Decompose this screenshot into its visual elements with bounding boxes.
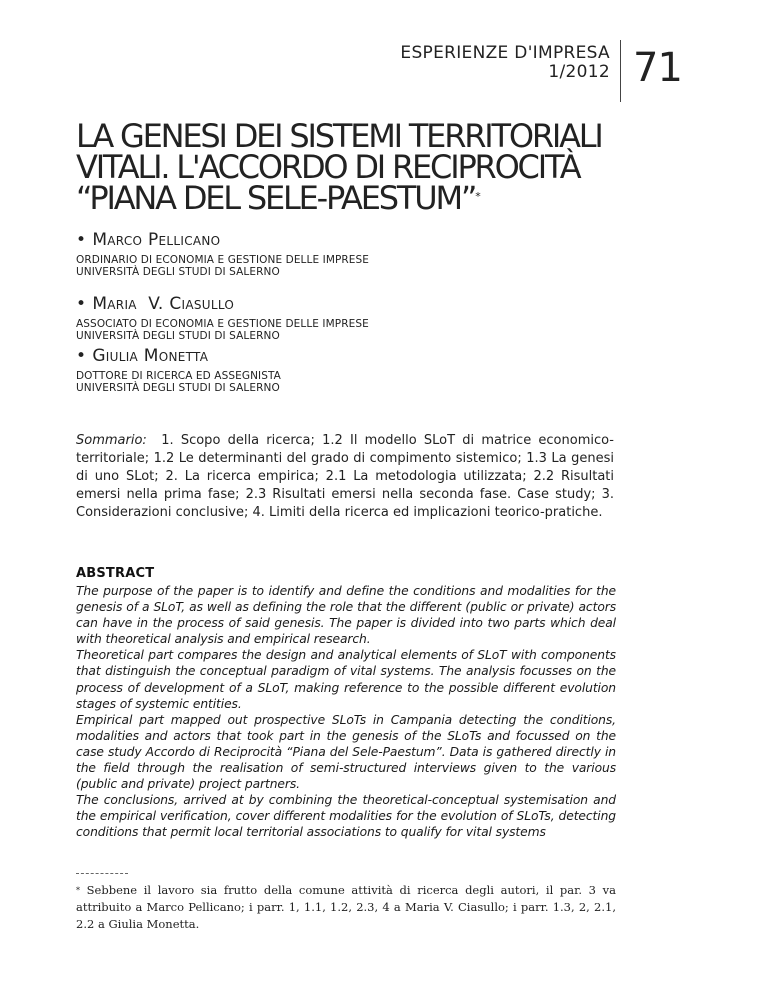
author-name: Maria V. Ciasullo bbox=[92, 294, 235, 314]
summary-label: Sommario: bbox=[76, 433, 147, 448]
author-name: Giulia Monetta bbox=[92, 346, 209, 366]
title-line-1: LA GENESI DEI SISTEMI TERRITORIALI bbox=[76, 117, 602, 155]
bullet-icon: • bbox=[76, 346, 87, 366]
abstract-paragraph: The purpose of the paper is to identify and define the conditions and modalities for the genesis of a SLoT, as well as defining the role that the different (public or private) actors can have in the process of said genesis. The paper is divided into two parts which deal with theoretical analysis and empirical research. bbox=[76, 584, 616, 647]
journal-issue: 1/2012 bbox=[548, 62, 610, 82]
author-affiliation bbox=[76, 370, 636, 394]
abstract-heading: ABSTRACT bbox=[76, 566, 155, 581]
title-line-3: “PIANA DEL SELE-PAESTUM” bbox=[76, 179, 476, 217]
bullet-icon: • bbox=[76, 294, 87, 314]
author-affiliation bbox=[76, 318, 636, 342]
author-name: Marco Pellicano bbox=[92, 230, 221, 250]
abstract-paragraph: Theoretical part compares the design and analytical elements of SLoT with components that distinguish the conceptual paradigm of vital systems. The analysis focusses on the process of development of a SLoT, making reference to the possible different evolution stages of systemic entities. bbox=[76, 648, 616, 711]
affiliation-line: ASSOCIATO DI ECONOMIA E GESTIONE DELLE IMPRESE bbox=[76, 318, 369, 330]
abstract-body bbox=[76, 583, 616, 841]
footnote bbox=[76, 882, 616, 933]
summary-text: 1. Scopo della ricerca; 1.2 Il modello SLoT di matrice economico-territoriale; 1.2 Le determinanti del grado di compimento sistemico; 1.3 La genesi di uno SLot; 2. La ricerca empirica; 2.1 La metodologia utilizzata; 2.2 Risultati emersi nella prima fase; 2.3 Risultati emersi nella seconda fase. Case study; 3. Considerazioni conclusive; 4. Limiti della ricerca ed implicazioni teorico-pratiche. bbox=[76, 433, 614, 520]
affiliation-line: UNIVERSITÀ DEGLI STUDI DI SALERNO bbox=[76, 266, 280, 278]
article-title bbox=[76, 117, 636, 217]
author-block-3 bbox=[76, 346, 636, 394]
affiliation-line: UNIVERSITÀ DEGLI STUDI DI SALERNO bbox=[76, 382, 280, 394]
bullet-icon: • bbox=[76, 230, 87, 250]
header-divider bbox=[620, 40, 621, 102]
table-of-contents-summary bbox=[76, 432, 614, 522]
footnote-mark: * bbox=[76, 886, 80, 895]
abstract-paragraph: Empirical part mapped out prospective SLoTs in Campania detecting the conditions, modalities and actors that took part in the genesis of the SLoTs and focussed on the case study Accordo di Reciprocità “Piana del Sele-Paestum”. Data is gathered directly in the field through the realisation of semi-structured interviews given to the various (public and private) project partners. bbox=[76, 712, 616, 792]
journal-name: ESPERIENZE D'IMPRESA bbox=[400, 43, 610, 63]
title-footnote-mark: * bbox=[475, 190, 481, 203]
journal-header bbox=[400, 44, 610, 82]
author-affiliation bbox=[76, 254, 636, 278]
author-block-2 bbox=[76, 294, 636, 342]
footnote-text: Sebbene il lavoro sia frutto della comune attività di ricerca degli autori, il par. 3 va attribuito a Marco Pellicano; i parr. 1, 1.1, 1.2, 2.3, 4 a Maria V. Ciasullo; i parr. 1.3, 2, 2.1, 2.2 a Giulia Monetta. bbox=[76, 883, 617, 931]
affiliation-line: UNIVERSITÀ DEGLI STUDI DI SALERNO bbox=[76, 330, 280, 342]
affiliation-line: ORDINARIO DI ECONOMIA E GESTIONE DELLE IMPRESE bbox=[76, 254, 370, 266]
abstract-paragraph: The conclusions, arrived at by combining the theoretical-conceptual systemisation and the empirical verification, cover different modalities for the evolution of SLoTs, detecting conditions that permit local territorial associations to qualify for vital systems bbox=[76, 793, 616, 840]
page-number: 71 bbox=[633, 45, 682, 91]
affiliation-line: DOTTORE DI RICERCA ED ASSEGNISTA bbox=[76, 370, 281, 382]
footnote-divider bbox=[76, 873, 128, 874]
title-line-2: VITALI. L'ACCORDO DI RECIPROCITÀ bbox=[76, 148, 580, 186]
author-block-1 bbox=[76, 230, 636, 278]
